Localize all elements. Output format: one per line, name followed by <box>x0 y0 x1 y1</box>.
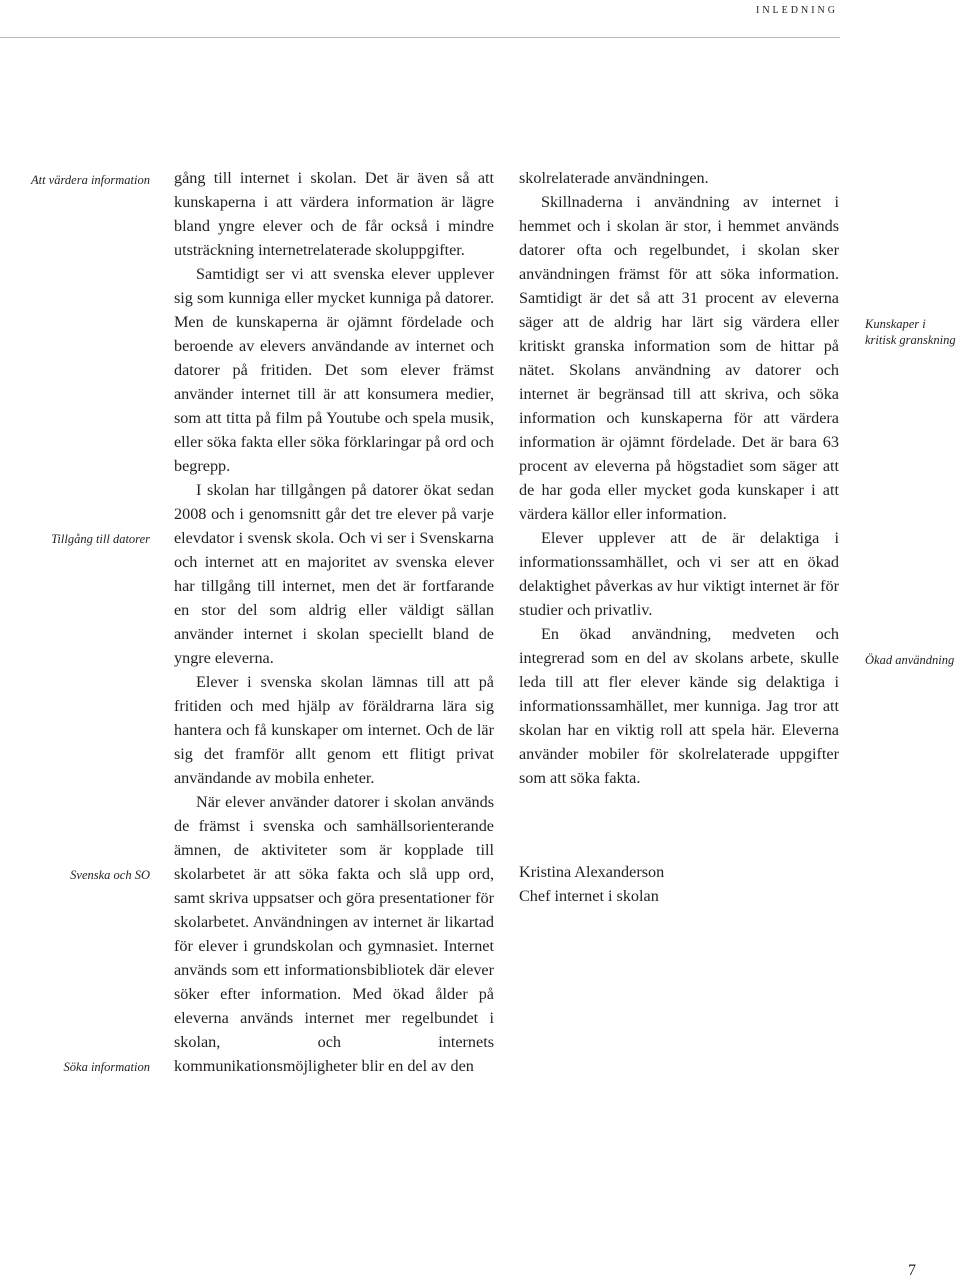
paragraph: En ökad användning, medveten och integrerad som en del av skolans arbete, skulle leda till att fler elever kände sig delaktiga i informationssamhället, mer kunniga. Jag tror att skolan har en viktig roll att spela här. Eleverna använder mobiler för skolrelaterade uppgifter som att söka fakta. <box>519 625 839 787</box>
margin-note-svenska-so: Svenska och SO <box>70 868 150 882</box>
signature-block <box>519 860 664 908</box>
margin-note-kunskaper: Kunskaper i kritisk granskning <box>865 317 956 347</box>
margin-note-okad: Ökad användning <box>865 653 955 667</box>
page-number: 7 <box>908 1262 916 1279</box>
paragraph: I skolan har tillgången på datorer ökat sedan 2008 och i genomsnitt går det tre elever på varje elevdator i svensk skola. Och vi ser i Svenskarna och internet att en majoritet av svenska elever har tillgång till internet, men det är fortfarande en stor del som aldrig eller väldigt sällan använder internet i skolan speciellt bland de yngre eleverna. <box>174 481 494 667</box>
paragraph: Elever upplever att de är delaktiga i informationssamhället, och vi ser att en ökad delaktighet påverkas av hur viktigt internet är för studier och privatliv. <box>519 529 839 619</box>
margin-note-tillgang: Tillgång till datorer <box>51 532 150 546</box>
header-rule <box>0 37 840 38</box>
paragraph: Elever i svenska skolan lämnas till att på fritiden och med hjälp av föräldrarna lära sig hantera och få kunskaper om internet. Och de lär sig det framför allt genom ett flitigt privat användande av mobila enheter. <box>174 673 494 787</box>
paragraph: skolrelaterade användningen. <box>519 169 709 187</box>
right-text-column <box>519 166 839 790</box>
margin-note-soka: Söka information <box>63 1060 150 1074</box>
section-header: inledning <box>756 2 838 17</box>
paragraph: Skillnaderna i användning av internet i hemmet och i skolan är stor, i hemmet används datorer ofta och regelbundet, i skolan sker användningen främst för att söka information. Samtidigt är det så att 31 procent av eleverna säger att de aldrig har lärt sig värdera eller kritiskt granska information som de hittar på nätet. Skolans användning av datorer och internet är begränsad till att skriva, och söka information och kunskaperna för att värdera information är ojämnt fördelade. Det är bara 63 procent av eleverna på högstadiet som säger att de har goda eller mycket goda kunskaper i att värdera källor eller information. <box>519 193 839 523</box>
paragraph: Samtidigt ser vi att svenska elever upplever sig som kunniga eller mycket kunniga på datorer. Men de kunskaperna är ojämnt fördelade och beroende av elevers användande av internet och datorer på fritiden. Det som elever främst använder internet till är att konsumera medier, som att titta på film på Youtube och spela musik, eller söka fakta eller söka förklaringar på ord och begrepp. <box>174 265 494 475</box>
signature-title: Chef internet i skolan <box>519 887 659 905</box>
signature-name: Kristina Alexanderson <box>519 863 665 881</box>
margin-note-att-vardera: Att värdera information <box>31 173 150 187</box>
paragraph: gång till internet i skolan. Det är även så att kunskaperna i att värdera information är lägre bland yngre elever och de får också i mindre utsträckning internetrelaterade skoluppgifter. <box>174 169 494 259</box>
paragraph: När elever använder datorer i skolan används de främst i svenska och samhällsorienterande ämnen, de aktiviteter som är kopplade till skolarbetet är att söka fakta och slå upp ord, samt skriva uppsatser och göra presentationer för skolarbetet. Användningen av internet är likartad för elever i grundskolan och gymnasiet. Internet används som ett informationsbibliotek där elever söker efter information. Med ökad ålder på eleverna används internet mer regelbundet i skolan, och internets kommunikationsmöjligheter blir en del av den <box>174 793 494 1075</box>
left-text-column <box>174 166 494 1078</box>
